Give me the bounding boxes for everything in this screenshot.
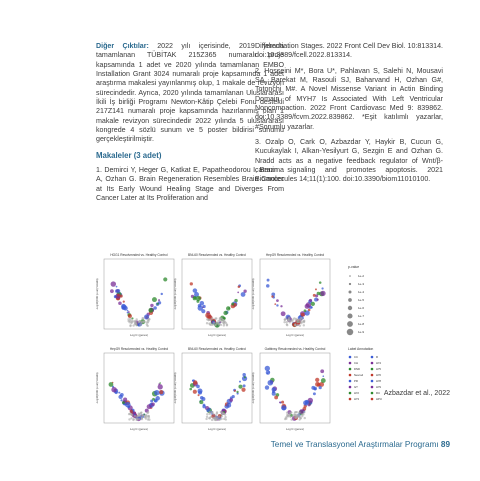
legend-label: GT xyxy=(354,385,358,390)
data-point xyxy=(130,413,132,415)
data-point xyxy=(265,385,269,389)
data-point xyxy=(304,309,307,312)
data-point xyxy=(281,311,286,316)
legend-label: LP6 xyxy=(376,373,381,378)
data-point xyxy=(294,414,296,416)
data-point xyxy=(205,313,211,319)
volcano-panel xyxy=(251,347,330,431)
data-point xyxy=(193,380,197,384)
data-point xyxy=(155,396,159,400)
data-point xyxy=(127,312,129,314)
data-point xyxy=(234,390,236,392)
data-point xyxy=(213,322,215,324)
data-point xyxy=(320,291,325,296)
data-point xyxy=(141,417,143,419)
volcano-panel xyxy=(95,253,174,337)
data-point xyxy=(120,393,124,397)
data-point xyxy=(218,416,220,418)
data-point xyxy=(146,325,148,327)
data-point xyxy=(120,399,122,401)
legend-label: 1e-8 xyxy=(358,322,365,327)
data-point xyxy=(215,317,217,319)
legend-label: 1e-3 xyxy=(358,282,365,287)
data-point xyxy=(117,294,120,297)
legend-swatch xyxy=(349,356,352,359)
data-point xyxy=(236,391,238,393)
volcano-panel xyxy=(173,253,252,337)
data-point xyxy=(152,398,155,401)
data-point xyxy=(218,418,220,420)
data-point xyxy=(123,301,125,303)
legend-label: DND xyxy=(354,367,361,372)
data-point xyxy=(322,375,324,377)
data-point xyxy=(296,411,298,413)
data-point xyxy=(287,319,289,321)
legend-label: R xyxy=(376,355,379,360)
data-point xyxy=(130,417,132,419)
reference-1-start: 1. Demirci Y, Heger G, Katkat E, Papatheodorou I, Brazma A, Ozhan G. Brain Regeneration Resembles Brain Cancer at Its Early Wound Healing Stage and Diverges From Cancer Later at Its Proliferation and xyxy=(96,166,284,203)
figure-credit: Azbazdar et al., 2022 xyxy=(383,390,450,397)
data-point xyxy=(280,305,282,307)
data-point xyxy=(153,306,157,310)
legend-swatch xyxy=(349,386,352,389)
data-point xyxy=(190,282,193,285)
legend-label: Neurod xyxy=(354,373,364,378)
data-point xyxy=(134,320,136,322)
data-point xyxy=(151,402,155,406)
data-point xyxy=(292,415,294,417)
x-axis-label: Log fc (genes) xyxy=(208,427,226,431)
x-axis-label: Log fc (genes) xyxy=(286,427,304,431)
data-point xyxy=(218,323,220,325)
data-point xyxy=(287,415,289,417)
legend-label: 1e-9 xyxy=(358,330,365,335)
data-point xyxy=(288,412,290,414)
page-footer xyxy=(271,440,450,449)
data-point xyxy=(122,401,125,404)
data-point xyxy=(211,317,213,319)
legend-swatch xyxy=(371,356,374,359)
data-point xyxy=(121,304,126,309)
data-point xyxy=(223,418,225,420)
data-point xyxy=(143,320,145,322)
panel-frame xyxy=(104,259,174,329)
data-point xyxy=(226,306,230,310)
y-axis-label: -Log10(FDR p-val) Volatility xyxy=(96,372,99,404)
x-axis-label: Log fc (genes) xyxy=(130,427,148,431)
legend-swatch xyxy=(371,374,374,377)
data-point xyxy=(244,376,246,378)
data-point xyxy=(299,325,301,327)
data-point xyxy=(198,394,200,396)
y-axis-label: -Log10(FDR p-val) Volatility xyxy=(252,278,255,310)
data-point xyxy=(297,319,299,321)
data-point xyxy=(206,416,208,418)
data-point xyxy=(214,417,216,419)
data-point xyxy=(276,304,278,306)
data-point xyxy=(229,398,233,402)
data-point xyxy=(202,405,206,409)
data-point xyxy=(279,402,281,404)
data-point xyxy=(319,386,322,389)
panel-title: HepG9 Resolvmnded vs. Healthy Control xyxy=(265,253,325,257)
data-point xyxy=(216,322,218,324)
data-point xyxy=(221,415,223,417)
legend-label: CC xyxy=(354,355,359,360)
data-point xyxy=(118,392,120,394)
data-point xyxy=(284,418,286,420)
data-point xyxy=(320,369,324,373)
data-point xyxy=(138,413,140,415)
data-point xyxy=(206,322,208,324)
data-point xyxy=(301,415,303,417)
data-point xyxy=(206,413,208,415)
data-point xyxy=(158,383,160,385)
panel-title: Gatbinsy Resolvmnded vs. Healthy Control xyxy=(264,347,326,351)
data-point xyxy=(238,385,242,389)
data-point xyxy=(141,415,143,417)
data-point xyxy=(220,321,222,323)
data-point xyxy=(209,411,211,413)
data-point xyxy=(129,324,131,326)
data-point xyxy=(198,391,202,395)
x-axis-label: Log fc (genes) xyxy=(286,333,304,337)
y-axis-label: -Log10(FDR p-val) Volatility xyxy=(174,278,177,310)
data-point xyxy=(205,418,207,420)
x-axis-label: Log fc (genes) xyxy=(208,333,226,337)
data-point xyxy=(286,324,288,326)
data-point xyxy=(152,297,157,302)
data-point xyxy=(148,308,153,313)
data-point xyxy=(238,286,241,289)
data-point xyxy=(158,299,160,301)
legend-swatch xyxy=(371,380,374,383)
legend-swatch xyxy=(371,386,374,389)
y-axis-label: -Log10(FDR p-val) Volatility xyxy=(96,278,99,310)
data-point xyxy=(271,295,273,297)
legend-swatch xyxy=(349,392,352,395)
data-point xyxy=(294,324,296,326)
data-point xyxy=(221,317,223,319)
data-point xyxy=(154,390,159,395)
legend-swatch xyxy=(349,398,352,401)
data-point xyxy=(284,318,286,320)
data-point xyxy=(118,301,122,305)
legend-swatch xyxy=(371,392,374,395)
data-point xyxy=(268,380,274,386)
legend-swatch xyxy=(348,298,352,302)
panel-title: BNL60 Resolvmnded vs. Healthy Control xyxy=(188,253,246,257)
data-point xyxy=(116,289,120,293)
reference-3: 3. Ozalp O, Cark O, Azbazdar Y, Haykir B, Cucun G, Kucukaylak I, Alkan-Yesilyurt G, Sezgin E and Ozhan G. Nradd acts as a negative feedback regulator of Wnt/β-catenin signaling and promotes apoptosis. 2021 Biomolecules 14;11(1):100. doi:10.3390/biom11010100. xyxy=(255,138,443,184)
legend-label: LP5 xyxy=(376,367,381,372)
data-point xyxy=(281,405,286,410)
legend-swatch xyxy=(349,291,352,294)
data-point xyxy=(130,410,133,413)
data-point xyxy=(298,418,300,420)
data-point xyxy=(111,281,116,286)
legend-swatch xyxy=(349,283,351,285)
data-point xyxy=(303,321,305,323)
data-point xyxy=(208,322,210,324)
data-point xyxy=(276,299,279,302)
data-point xyxy=(242,373,245,376)
data-point xyxy=(224,413,226,415)
data-point xyxy=(266,284,270,288)
legend-swatch xyxy=(371,368,374,371)
data-point xyxy=(223,321,225,323)
data-point xyxy=(192,380,194,382)
articles-heading: Makaleler (3 adet) xyxy=(96,150,162,160)
data-point xyxy=(285,321,287,323)
data-point xyxy=(267,279,270,282)
data-point xyxy=(283,321,285,323)
data-point xyxy=(159,390,163,394)
data-point xyxy=(134,415,136,417)
legend-swatch xyxy=(349,368,352,371)
data-point xyxy=(211,324,213,326)
data-point xyxy=(141,317,143,319)
data-point xyxy=(133,418,135,420)
data-point xyxy=(116,286,118,288)
data-point xyxy=(209,409,211,411)
y-axis-label: -Log10(FDR p-val) Volatility xyxy=(252,372,255,404)
legend-swatch xyxy=(347,321,353,327)
legend-label: 1e-7 xyxy=(358,314,365,319)
data-point xyxy=(127,310,129,312)
legend-swatch xyxy=(349,275,351,277)
data-point xyxy=(210,416,212,418)
data-point xyxy=(315,288,317,290)
legend-label: CH xyxy=(354,361,359,366)
data-point xyxy=(220,411,222,413)
x-axis-label: Log fc (genes) xyxy=(130,333,148,337)
data-point xyxy=(139,324,141,326)
data-point xyxy=(321,378,326,383)
data-point xyxy=(157,303,159,305)
data-point xyxy=(288,321,290,323)
data-point xyxy=(150,304,153,307)
legend-label: 1e-6 xyxy=(358,306,365,311)
legend-label: LP4 xyxy=(376,361,381,366)
panel-title: HepG9 Resolvmnded vs. Healthy Control xyxy=(109,347,169,351)
data-point xyxy=(196,296,201,301)
legend-label: 1e-5 xyxy=(358,298,365,303)
panel-title: HGG1 Resolvmnded vs. Healthy Control xyxy=(110,253,168,257)
data-point xyxy=(317,298,319,300)
volcano-panel xyxy=(95,347,174,431)
legend-label: 1e-4 xyxy=(358,290,365,295)
data-point xyxy=(281,401,284,404)
data-point xyxy=(231,303,234,306)
data-point xyxy=(136,418,138,420)
data-point xyxy=(311,302,315,306)
data-point xyxy=(243,384,246,387)
data-point xyxy=(216,411,218,413)
page-number: 89 xyxy=(440,440,450,449)
other-outputs-lead: Diğer Çıktılar: xyxy=(96,42,149,50)
data-point xyxy=(128,314,132,318)
legend-label: HPU xyxy=(376,397,382,402)
data-point xyxy=(237,292,239,294)
data-point xyxy=(297,324,299,326)
data-point xyxy=(315,382,320,387)
legend-label: LP9 xyxy=(376,385,381,390)
data-point xyxy=(220,418,222,420)
data-point xyxy=(138,321,140,323)
data-point xyxy=(146,412,148,414)
data-point xyxy=(241,388,245,392)
data-point xyxy=(111,387,116,392)
reference-2: 2. Hosseini M*, Bora U*, Pahlavan S, Salehi N, Mousavi SA, Barekat M, Rasouli SJ, Baharvand H, Ozhan G#, Totonchi M#. A Novel Missense Variant in Actin Binding Domain of MYH7 Is Associated With Left Ventricular Noncompaction. 2022 Front Cardiovasc Med 9: 839862. doi:10.3389/fcvm.2022.839862. *Eşit katılımlı yazarlar, #Sorumlu yazarlar. xyxy=(255,66,443,131)
data-point xyxy=(286,411,288,413)
legend-label: LP3 xyxy=(354,397,359,402)
data-point xyxy=(196,385,200,389)
data-point xyxy=(198,305,203,310)
legend-swatch xyxy=(371,362,374,365)
data-point xyxy=(211,419,213,421)
data-point xyxy=(161,293,163,295)
data-point xyxy=(315,294,318,297)
legend-title: p-value xyxy=(348,265,360,269)
data-point xyxy=(298,416,300,418)
data-point xyxy=(313,392,316,395)
reference-1-continued: Differentiation Stages. 2022 Front Cell Dev Biol. 10:813314. doi:10.3389/fcell.2022.813314. xyxy=(255,42,443,60)
legend-swatch xyxy=(349,362,352,365)
other-outputs-body: 2022 yılı içerisinde, 2019 yılında tamamlanan TÜBİTAK 215Z365 numaralı proje kapsamında 1 adet ve 2020 yılında tamamlanan EMBO Installation Grant 3024 numaralı proje kapsamında 1 adet araştırma makalesi yayınlanmış olup, 1 makale de revizyon sürecindedir. Ayrıca, 2020 yılında tamamlanan Uluslararası İkili İş birliği Programı Newton-Kâtip Çelebi Fonu destekli 217Z141 numaralı proje kapsamında hazırlanmış olan 1 makale revizyon sürecindedir 2022 yılında 5 uluslararası kongrede 4 sözlü sunum ve 5 poster bildirisi sunumu gerçekleştirilmiştir. xyxy=(96,42,284,144)
legend-swatch xyxy=(349,380,352,383)
data-point xyxy=(306,401,308,403)
legend-label: LP2 xyxy=(354,391,359,396)
legend-label: RU xyxy=(376,391,381,396)
data-point xyxy=(292,318,294,320)
data-point xyxy=(199,400,203,404)
data-point xyxy=(146,416,148,418)
data-point xyxy=(163,277,167,281)
data-point xyxy=(128,418,130,420)
data-point xyxy=(305,304,310,309)
data-point xyxy=(147,404,152,409)
data-point xyxy=(303,324,305,326)
data-point xyxy=(239,381,241,383)
legend-swatch xyxy=(371,398,374,401)
data-point xyxy=(311,306,313,308)
data-point xyxy=(241,292,246,297)
data-point xyxy=(298,411,300,413)
data-point xyxy=(290,418,292,420)
data-point xyxy=(300,322,302,324)
data-point xyxy=(131,317,133,319)
data-point xyxy=(315,378,319,382)
volcano-panel xyxy=(251,253,330,337)
data-point xyxy=(206,318,208,320)
legend-swatch xyxy=(349,374,352,377)
data-point xyxy=(223,311,227,315)
legend-swatch xyxy=(347,313,352,318)
data-point xyxy=(265,366,270,371)
data-point xyxy=(189,388,192,391)
data-point xyxy=(266,370,270,374)
data-point xyxy=(110,289,114,293)
data-point xyxy=(321,287,323,289)
data-point xyxy=(274,396,278,400)
data-point xyxy=(296,321,298,323)
y-axis-label: -Log10(FDR p-val) Volatility xyxy=(174,372,177,404)
data-point xyxy=(295,417,297,419)
data-point xyxy=(135,322,137,324)
right-column xyxy=(255,42,443,191)
data-point xyxy=(214,414,216,416)
data-point xyxy=(319,281,322,284)
pvalue-legend xyxy=(347,265,365,335)
data-point xyxy=(226,403,231,408)
data-point xyxy=(211,411,213,413)
legend-label: 1e-2 xyxy=(358,274,365,279)
annotation-legend xyxy=(348,347,382,401)
data-point xyxy=(109,382,114,387)
data-point xyxy=(226,323,228,325)
data-point xyxy=(303,411,305,413)
data-point xyxy=(301,313,305,317)
data-point xyxy=(125,402,131,408)
legend-title: Label Annotation xyxy=(348,347,374,351)
data-point xyxy=(193,390,197,394)
program-name: Temel ve Translasyonel Araştırmalar Programı xyxy=(270,440,439,449)
data-point xyxy=(308,309,311,312)
data-point xyxy=(274,303,276,305)
data-point xyxy=(272,387,277,392)
data-point xyxy=(130,319,132,321)
legend-label: PR xyxy=(354,379,358,384)
data-point xyxy=(302,409,304,411)
data-point xyxy=(311,386,315,390)
data-point xyxy=(272,392,276,396)
legend-swatch xyxy=(348,306,352,310)
data-point xyxy=(158,384,163,389)
legend-swatch xyxy=(347,329,354,336)
data-point xyxy=(304,417,306,419)
data-point xyxy=(120,295,123,298)
panel-title: BNL60 Resolvmnded vs. Healthy Control xyxy=(188,347,246,351)
data-point xyxy=(309,299,312,302)
data-point xyxy=(147,320,149,322)
legend-label: LP8 xyxy=(376,379,381,384)
volcano-panel xyxy=(173,347,252,431)
